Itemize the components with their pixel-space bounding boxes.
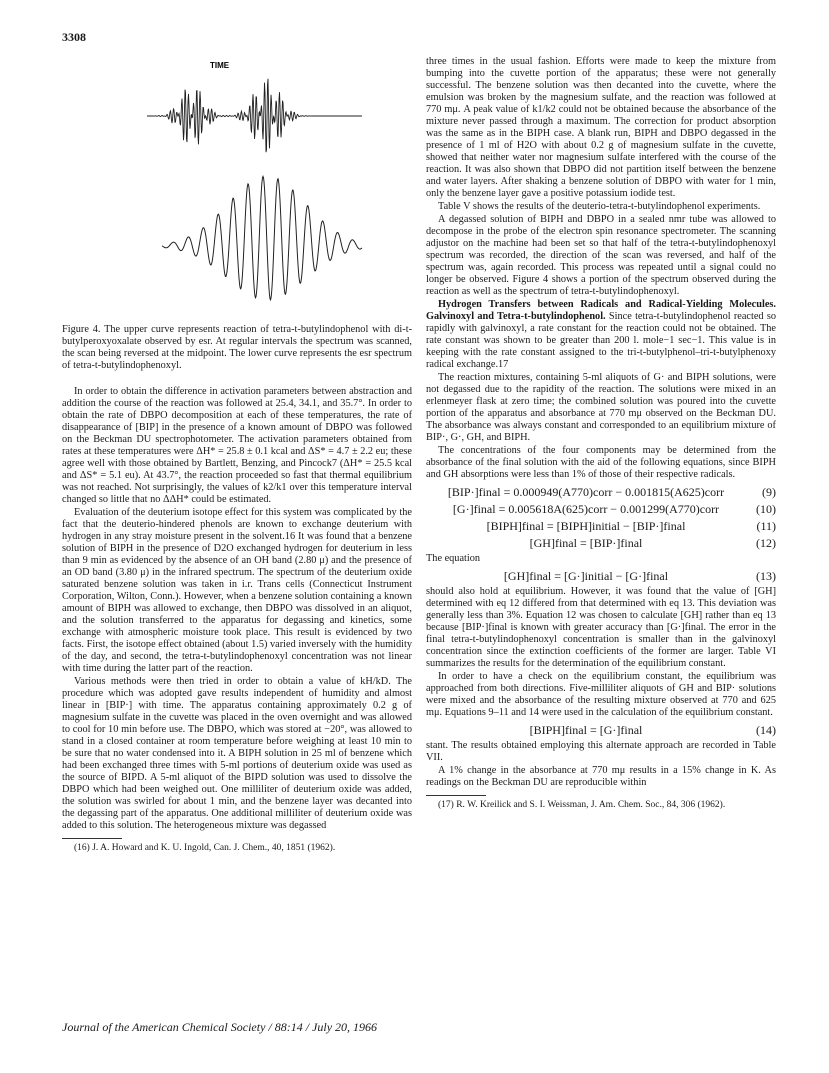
paragraph: A 1% change in the absorbance at 770 mμ results in a 15% change in K. As readings on the Beckman DU are reproducible within [426, 765, 776, 788]
equation-14 [426, 724, 776, 736]
esr-spectrum-figure [62, 56, 412, 324]
equation-number: (11) [756, 519, 776, 533]
paragraph: Table V shows the results of the deuterio-tetra-t-butylindophenol experiments. [438, 201, 761, 212]
equation-11 [426, 520, 776, 532]
footnote: (16) J. A. Howard and K. U. Ingold, Can. J. Chem., 40, 1851 (1962). [74, 843, 336, 853]
paragraph: three times in the usual fashion. Efforts were made to keep the mixture from bumping into the cuvette portion of the apparatus; these were not generally successful. The benzene solution was then decanted into the cuvette, where the emulsion was broken by the magnesium sulfate, and the reaction was followed at 770 mμ. A peak value of k1/k2 could not be obtained because the absorbance of the mixture never passed through a maximum. The correction for product absorption was the same as in the BIPH case. A blank run, BIPH and DBPO degassed in the presence of 1 ml of H2O with about 0.2 g of magnesium sulfate in the cuvette, showed that neither water nor magnesium sulfate interfered with the course of the reaction. It was also shown that DBPO did not partition itself between the benzene and water layers. After shaking a benzene solution of DBPO with water for 1 min, only the benzene layer gave a positive potassium iodide test. [426, 56, 776, 199]
paragraph: stant. The results obtained employing this alternate approach are recorded in Table VII. [426, 740, 776, 763]
section-paragraph [426, 299, 776, 371]
lower-esr-curve [162, 176, 362, 299]
equation-number: (13) [756, 569, 776, 583]
equation-intro: The equation [426, 553, 481, 564]
paragraph: A degassed solution of BIPH and DBPO in a sealed nmr tube was allowed to decompose in the probe of the electron spin resonance spectrometer. The scanning adjustor on the machine had been set so that half of the tetra-t-butylindophenoxyl spectrum was recorded, the direction of the scan was reversed, and half of the spectrum was, again recorded. This process was repeated until a signal could no longer be observed. Figure 4 shows a portion of the spectrum observed during the reaction as well as the spectrum of tetra-t-butylindophenoxyl. [426, 214, 776, 297]
paragraph: Evaluation of the deuterium isotope effect for this system was complicated by the fact that the deuterio-hindered phenols are known to exchange deuterium with hydrogen in any stray moisture present in the solvent.16 It was found that a benzene solution of BIPH in the presence of D2O exchanged hydrogen for deuterium in less than 9 min as evidenced by the absence of an OH band (2.80 μ) and the presence of an OD band (3.80 μ) in the infrared spectrum. The spectrum of the deuterium oxide saturated benzene solution was taken in i.r. Trans cells (Connecticut Instrument Corporation, Wilton, Conn.). However, when a benzene solution containing a known amount of BIPH was allowed to exchange, then DBPO was dissolved in an aliquot, and the solution transferred to the apparatus for degassing and kinetics, some exchange with atmospheric moisture took place. This result is evidenced by two facts. First, the isotope effect obtained (about 1.5) varied inversely with the humidity of the day, and second, the tetra-t-butylindophenoxyl concentration was not linear with time during the latter part of the reaction. [62, 507, 412, 674]
paragraph: In order to have a check on the equilibrium constant, the equilibrium was approached from both directions. Five-milliliter aliquots of GH and BIP· solutions were mixed and the absorbance of the resulting mixture observed at 770 and 625 mμ. Equations 9–11 and 14 were used in the calculation of the equilibrium constant. [426, 671, 776, 718]
paragraph: should also hold at equilibrium. However, it was found that the value of [GH] determined with eq 12 differed from that determined with eq 13. This deviation was generally less than 3%. Equation 12 was chosen to calculate [GH] rather than eq 13 because [BIP·]final is known with greater accuracy than [G·]final. The error in the final tetra-t-butylindophenoxyl concentration is smaller than in the galvinoxyl concentration since the extinction coefficients of the former are larger. Table VI summarizes the results for the determination of the equilibrium constant. [426, 586, 776, 669]
equation-9 [426, 486, 776, 498]
paragraph: In order to obtain the difference in activation parameters between abstraction and addition the course of the reaction was followed at 25.4, 34.1, and 35.7°. In order to obtain the rate of DBPO decomposition at each of these temperatures, the rate of disappearance of [BIP] in the presence of a known amount of DBPO was followed on the Beckman DU spectrophotometer. The activation parameters obtained from rates at these temperatures were ΔH* = 25.8 ± 0.1 kcal and ΔS* = 4.7 ± 2.2 eu; these agree well with those obtained by Bartlett, Benzing, and Pincock7 (ΔH* = 25.5 kcal and ΔS* = 5.1 eu). At 43.7°, the reaction proceeded so fast that thermal equilibrium was not reached. Not surprisingly, the values of k2/k1 over this temperature interval changed so little that no ΔΔH* could be estimated. [62, 386, 412, 505]
equation-number: (14) [756, 723, 776, 737]
equation-13 [426, 570, 776, 582]
equation-body: [GH]final = [G·]initial − [G·]final [503, 569, 669, 583]
left-column [62, 56, 412, 855]
journal-footer: Journal of the American Chemical Society / 88:14 / July 20, 1966 [62, 1020, 378, 1034]
paragraph: The reaction mixtures, containing 5-ml aliquots of G· and BIPH solutions, were not degassed due to the rapidity of the reaction. The solutions were mixed in an erlenmeyer flask at zero time; the combined solution was poured into the cuvette portion of the apparatus and absorbance at 770 mμ observed on the Beckman DU. The absorbance was always constant and corresponded to an equilibrium mixture of BIP·, G·, GH, and BIPH. [426, 372, 776, 443]
time-axis-label: TIME [210, 61, 230, 70]
footnote-divider [426, 795, 486, 796]
equation-10 [426, 503, 776, 515]
figure-4 [62, 56, 412, 324]
equation-body: [GH]final = [BIP·]final [529, 536, 643, 550]
equation-number: (9) [762, 485, 776, 499]
page-number: 3308 [62, 30, 86, 44]
equation-body: [BIPH]final = [G·]final [529, 723, 643, 737]
equation-number: (12) [756, 536, 776, 550]
equation-12 [426, 537, 776, 549]
figure-caption: Figure 4. The upper curve represents reaction of tetra-t-butylindophenol with di-t-butylperoxyoxalate observed by esr. At regular intervals the spectrum was scanned, the scan being reversed at the midpoint. The lower curve represents the esr spectrum of tetra-t-butylindophenoxyl. [62, 324, 412, 371]
paragraph: The concentrations of the four components may be determined from the absorbance of the final solution with the aid of the following equations, since BIPH and GH absorptions were less than 1% of those of their respective radicals. [426, 445, 776, 480]
footnote: (17) R. W. Kreilick and S. I. Weissman, J. Am. Chem. Soc., 84, 306 (1962). [438, 800, 726, 810]
equation-body: [G·]final = 0.005618A(625)corr − 0.001299(A770)corr [452, 502, 720, 516]
upper-esr-curve [147, 79, 362, 152]
equation-body: [BIPH]final = [BIPH]initial − [BIP·]final [486, 519, 686, 533]
section-heading: Hydrogen Transfers between Radicals and Radical-Yielding Molecules. Galvinoxyl and Tetra-t-butylindophenol. [426, 299, 776, 322]
equation-number: (10) [756, 502, 776, 516]
equation-body: [BIP·]final = 0.000949(A770)corr − 0.001815(A625)corr [447, 485, 725, 499]
right-column [426, 56, 776, 812]
section-text: Since tetra-t-butylindophenol reacted so rapidly with galvinoxyl, a rate constant for the reaction could not be obtained. The rate constant was shown to be greater than 200 l. mole−1 sec−1. This value is in keeping with the rate constant assigned to the tri-t-butylphenol–tri-t-butylphenoxy radical exchange.17 [426, 311, 776, 370]
paragraph: Various methods were then tried in order to obtain a value of kH/kD. The procedure which was adopted gave results independent of humidity and almost linear in [BIP·] with time. The apparatus containing approximately 0.2 g of magnesium sulfate in the cuvette was placed in the oven overnight and was allowed to cool for 10 min before use. The DBPO, which was stored at −20°, was allowed to stand in a closed container at room temperature before weighing at least 10 min to be sure that no water condensed into it. A BIPH solution in 25 ml of benzene which had been exchanged three times with 5-ml portions of deuterium oxide was used as the source of BIPD. A 5-ml aliquot of the BIPD solution was used to dissolve the DBPO which had been weighed out. One milliliter of deuterium oxide was added, the solution was swirled for about 1 min, and the benzene layer was decanted into the degassing part of the apparatus. One additional milliliter of deuterium oxide was added to this solution. The heterogeneous mixture was degassed [62, 676, 412, 831]
footnote-divider [62, 838, 122, 839]
